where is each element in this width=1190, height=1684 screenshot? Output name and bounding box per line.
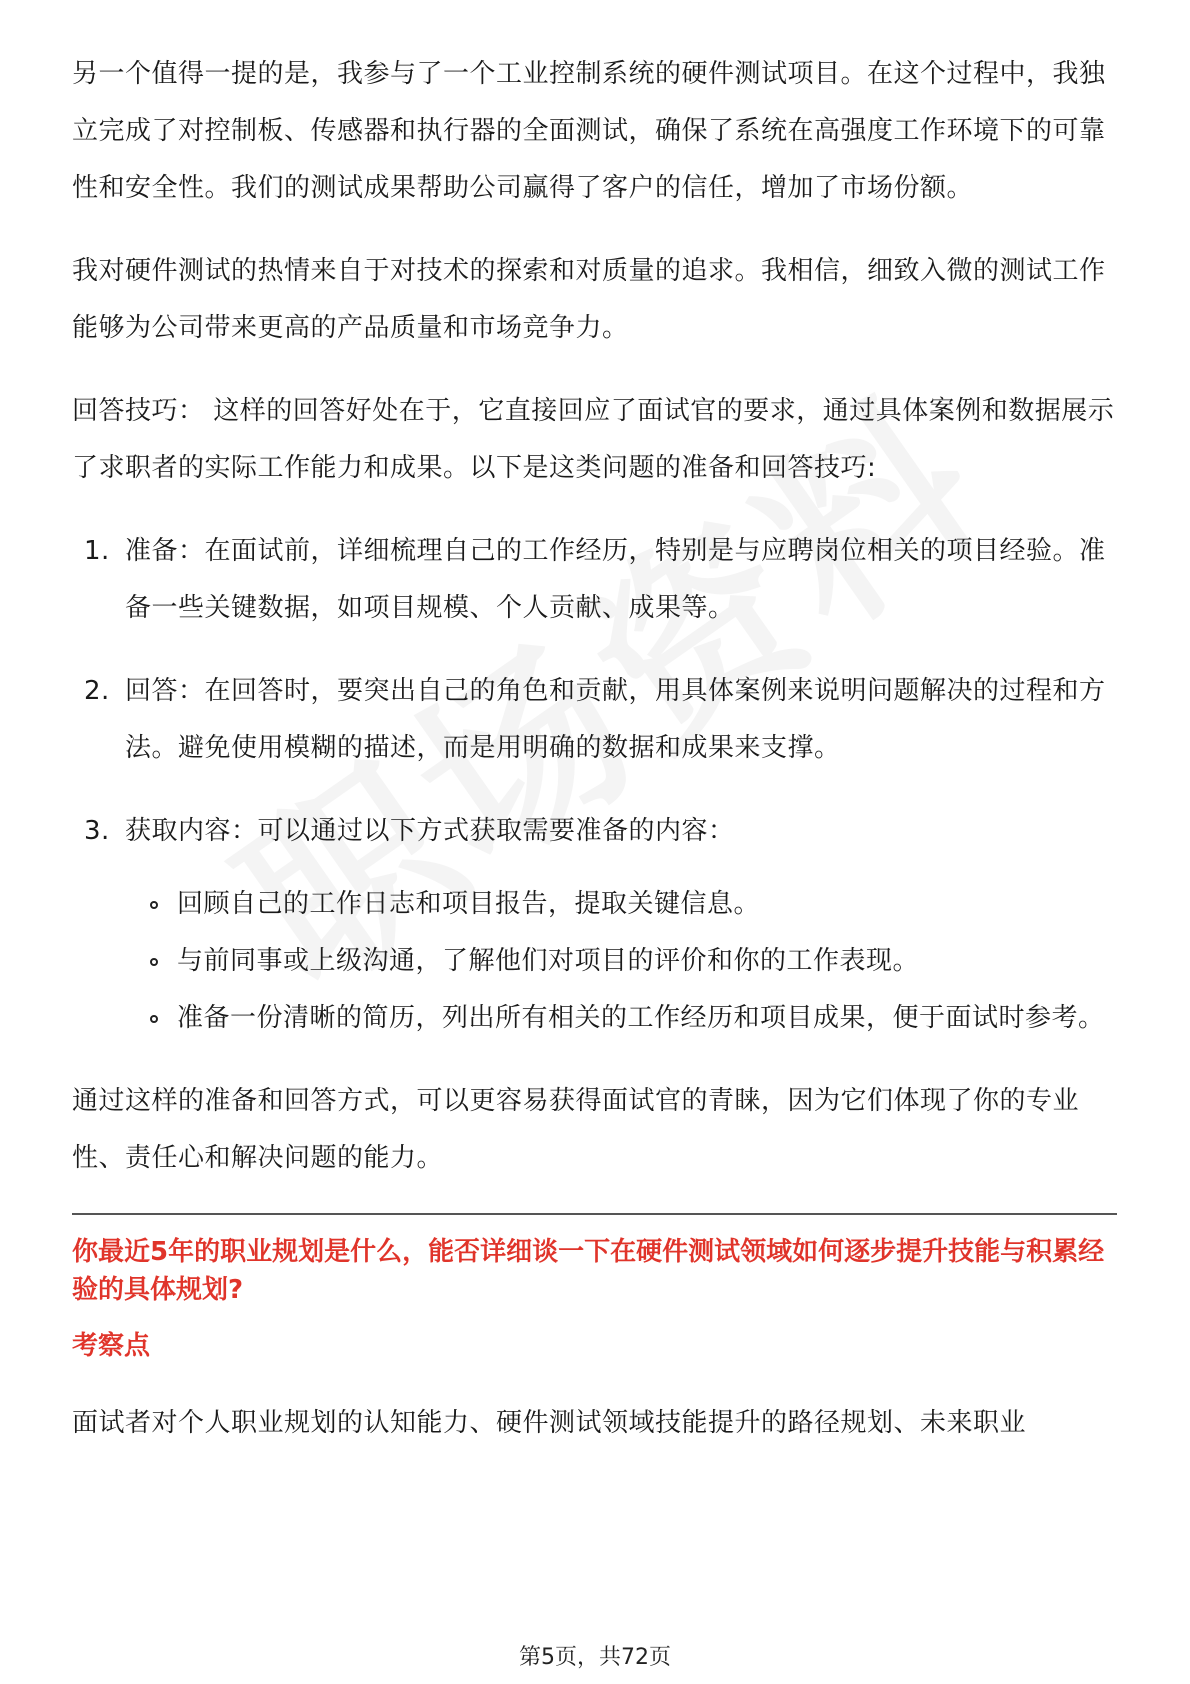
list-item-text: 回答：在回答时，要突出自己的角色和贡献，用具体案例来说明问题解决的过程和方法。避免使用模糊的描述，而是用明确的数据和成果来支撑。: [125, 676, 1106, 763]
list-item-text: 获取内容：可以通过以下方式获取需要准备的内容：: [125, 816, 735, 846]
list-item-text: 准备：在面试前，详细梳理自己的工作经历，特别是与应聘岗位相关的项目经验。准备一些关键数据，如项目规模、个人贡献、成果等。: [125, 536, 1106, 623]
circle-bullet-icon: [150, 901, 158, 909]
paragraph-assessment: 面试者对个人职业规划的认知能力、硬件测试领域技能提升的路径规划、未来职业: [72, 1408, 1027, 1438]
section-title: 考察点: [72, 1331, 151, 1361]
paragraph-passion: 我对硬件测试的热情来自于对技术的探索和对质量的追求。我相信，细致入微的测试工作能够为公司带来更高的产品质量和市场竞争力。: [72, 256, 1106, 343]
circle-bullet-icon: [150, 958, 158, 966]
bullet-text: 准备一份清晰的简历，列出所有相关的工作经历和项目成果，便于面试时参考。: [177, 1003, 1105, 1033]
circle-bullet-icon: [150, 1015, 158, 1023]
list-number: 1.: [84, 536, 110, 566]
paragraph-answer-tips: 回答技巧： 这样的回答好处在于，它直接回应了面试官的要求，通过具体案例和数据展示了求职者的实际工作能力和成果。以下是这类问题的准备和回答技巧:: [72, 396, 1115, 483]
section-divider: [72, 1213, 1117, 1215]
list-item: [72, 803, 1117, 860]
bullet-item: [72, 876, 1117, 933]
list-item: [72, 663, 1117, 777]
interview-question: 你最近5年的职业规划是什么，能否详细谈一下在硬件测试领域如何逐步提升技能与积累经验的具体规划?: [72, 1237, 1105, 1305]
list-number: 3.: [84, 816, 110, 846]
bullet-text: 与前同事或上级沟通，了解他们对项目的评价和你的工作表现。: [177, 946, 920, 976]
page-number: 第5页，共72页: [519, 1645, 671, 1670]
document-body: [72, 46, 1117, 1478]
paragraph-project: 另一个值得一提的是，我参与了一个工业控制系统的硬件测试项目。在这个过程中，我独立完成了对控制板、传感器和执行器的全面测试，确保了系统在高强度工作环境下的可靠性和安全性。我们的测试成果帮助公司赢得了客户的信任，增加了市场份额。: [72, 59, 1106, 203]
paragraph-closing: 通过这样的准备和回答方式，可以更容易获得面试官的青睐，因为它们体现了你的专业性、责任心和解决问题的能力。: [72, 1086, 1080, 1173]
list-number: 2.: [84, 676, 110, 706]
list-item: [72, 523, 1117, 637]
bullet-text: 回顾自己的工作日志和项目报告，提取关键信息。: [177, 889, 761, 919]
numbered-list: [72, 523, 1117, 860]
bullet-item: [72, 990, 1117, 1047]
bullet-list: [72, 876, 1117, 1047]
bullet-item: [72, 933, 1117, 990]
